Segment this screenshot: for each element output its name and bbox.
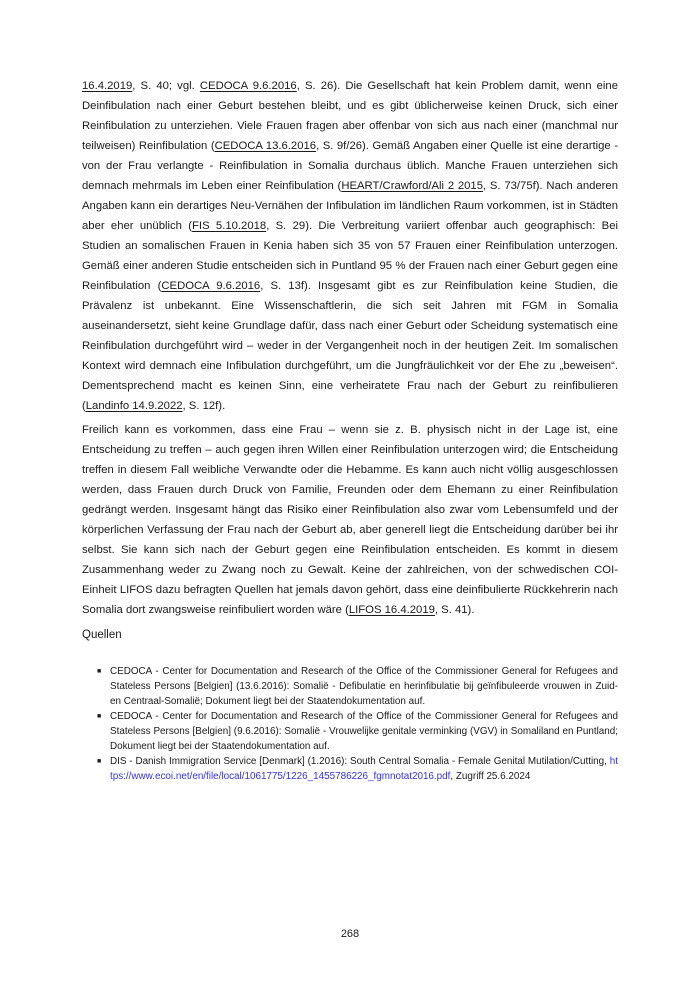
source-item bbox=[97, 709, 618, 754]
source-item bbox=[97, 664, 618, 709]
citation-link[interactable]: CEDOCA 13.6.2016 bbox=[214, 140, 317, 152]
body-paragraph-1: 16.4.2019, S. 40; vgl. CEDOCA 9.6.2016, S. 26). Die Gesellschaft hat kein Problem damit, wenn eine Deinfibulation nach einer Geburt bestehen bleibt, und es gibt üblicherweise keinen Druck, sich einer Reinfibulation zu unterziehen. Viele Frauen fragen aber offenbar von sich aus nach einer (manchmal nur teilweisen) Reinfibulation (CEDOCA 13.6.2016, S. 9f/26). Gemäß Angaben einer Quelle ist eine derartige - von der Frau verlangte - Reinfibulation in Somalia durchaus üblich. Manche Frauen unterziehen sich demnach mehrmals im Leben einer Reinfibulation (HEART/Crawford/Ali 2 2015, S. 73/75f). Nach anderen Angaben kann ein derartiges Neu-Vernähen der Infibulation im ländlichen Raum vorkommen, ist in Städten aber eher unüblich (FIS 5.10.2018, S. 29). Die Verbreitung variiert offenbar auch geographisch: Bei Studien an somalischen Frauen in Kenia haben sich 35 von 57 Frauen einer Reinfibulation unterzogen. Gemäß einer anderen Studie entscheiden sich in Puntland 95 % der Frauen nach einer Geburt gegen eine Reinfibulation (CEDOCA 9.6.2016, S. 13f). Insgesamt gibt es zur Reinfibulation keine Studien, die Prävalenz ist unbekannt. Eine Wissenschaftlerin, die sich seit Jahren mit FGM in Somalia auseinandersetzt, sieht keine Grundlage dafür, dass nach einer Geburt oder Scheidung systematisch eine Reinfibulation durchgeführt wird – weder in der Vergangenheit noch in der heutigen Zeit. Im somalischen Kontext wird demnach eine Infibulation durchgeführt, um die Jungfräulichkeit vor der Ehe zu „beweisen“. Dementsprechend macht es keinen Sinn, eine verheiratete Frau nach der Geburt zu reinfibulieren (Landinfo 14.9.2022, S. 12f). bbox=[82, 80, 619, 412]
citation-link[interactable]: LIFOS 16.4.2019 bbox=[348, 604, 435, 616]
page-number: 268 bbox=[340, 928, 360, 940]
source-text: CEDOCA - Center for Documentation and Research of the Office of the Commissioner General for Refugees and Stateless Persons [Belgien] (9.6.2016): Somalië - Vrouwelijke genitale verminking (VGV) in Somaliland en Puntland; Dokument liegt bei der Staatendokumentation auf. bbox=[110, 711, 618, 752]
citation-link[interactable]: HEART/Crawford/Ali 2 2015 bbox=[341, 180, 483, 192]
citation-link[interactable]: CEDOCA 9.6.2016 bbox=[161, 280, 261, 292]
body-paragraph-2: Freilich kann es vorkommen, dass eine Frau – wenn sie z. B. physisch nicht in der Lage ist, eine Entscheidung zu treffen – auch gegen ihren Willen einer Reinfibulation unterzogen wird; die Entscheidung treffen in diesem Fall weibliche Verwandte oder die Hebamme. Es kann auch nicht völlig ausgeschlossen werden, dass Frauen durch Druck von Familie, Freunden oder dem Ehemann zu einer Reinfibulation gedrängt werden. Insgesamt hängt das Risiko einer Reinfibulation also zwar vom Lebensumfeld und der körperlichen Verfassung der Frau nach der Geburt ab, aber generell liegt die Entscheidung darüber bei ihr selbst. Sie kann sich nach der Geburt gegen eine Reinfibulation entscheiden. Es kommt in diesem Zusammenhang weder zu Zwang noch zu Gewalt. Keine der zahlreichen, von der schwedischen COI-Einheit LIFOS dazu befragten Quellen hat jemals davon gehört, dass eine deinfibulierte Rückkehrerin nach Somalia dort zwangsweise reinfibuliert worden wäre (LIFOS 16.4.2019, S. 41). bbox=[82, 424, 618, 616]
bullet-square-icon: ■ bbox=[97, 758, 102, 765]
sources-heading: Quellen bbox=[82, 629, 122, 641]
sources-list bbox=[82, 664, 618, 784]
page-content bbox=[82, 76, 618, 784]
citation-link[interactable]: FIS 5.10.2018 bbox=[192, 220, 267, 232]
citation-link[interactable]: CEDOCA 9.6.2016 bbox=[199, 80, 297, 92]
source-text: CEDOCA - Center for Documentation and Research of the Office of the Commissioner General for Refugees and Stateless Persons [Belgien] (13.6.2016): Somalië - Defibulatie en herinfibulatie bij geïnfibuleerde vrouwen in Zuid- en Centraal-Somalië; Dokument liegt bei der Staatendokumentation auf. bbox=[110, 666, 618, 707]
bullet-square-icon: ■ bbox=[97, 668, 102, 675]
citation-link[interactable]: 16.4.2019 bbox=[82, 80, 133, 92]
bullet-square-icon: ■ bbox=[97, 713, 102, 720]
citation-link[interactable]: Landinfo 14.9.2022 bbox=[85, 400, 183, 412]
source-text: DIS - Danish Immigration Service [Denmark] (1.2016): South Central Somalia - Female Genital Mutilation/Cutting, https://www.ecoi.net/en/file/local/1061775/1226_1455786226_fgmnotat2016.pdf, Zugriff 25.6.2024 bbox=[110, 756, 618, 782]
external-url-link[interactable]: https://www.ecoi.net/en/file/local/1061775/1226_1455786226_fgmnotat2016.pdf bbox=[110, 756, 618, 782]
source-item bbox=[97, 754, 618, 784]
